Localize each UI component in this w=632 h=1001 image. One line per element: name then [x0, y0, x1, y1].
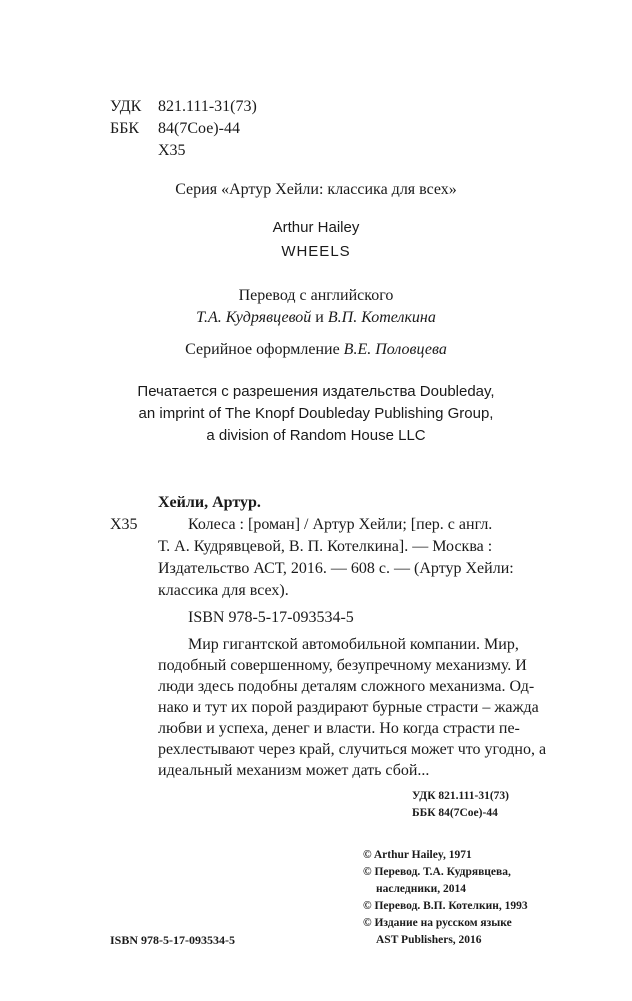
copyright-line-3: наследники, 2014 [376, 883, 466, 895]
copyright-line-4: © Перевод. В.П. Котелкин, 1993 [363, 900, 528, 912]
translator-1: Т.А. Кудрявцевой [196, 309, 312, 326]
permission-line-1: Печатается с разрешения издательства Doubleday, [137, 383, 495, 400]
catalog-line-4: классика для всех). [158, 582, 289, 599]
catalog-heading: Хейли, Артур. [158, 494, 261, 511]
author-mark: Х35 [158, 142, 186, 159]
permission-line-2: an imprint of The Knopf Doubleday Publishing Group, [138, 405, 494, 422]
catalog-line-1: Колеса : [роман] / Артур Хейли; [пер. с англ. [188, 516, 493, 533]
catalog-isbn: ISBN 978-5-17-093534-5 [188, 609, 354, 626]
original-author: Arthur Hailey [272, 219, 360, 236]
annotation-line-4: нако и тут их порой раздирают бурные страсти – жажда [158, 699, 539, 716]
catalog-line-3: Издательство АСТ, 2016. — 608 с. — (Артур Хейли: [158, 560, 514, 577]
translator-2: В.П. Котелкина [327, 309, 436, 326]
bbk-label: ББК [110, 120, 140, 137]
design-line [0, 340, 632, 360]
bbk-small: ББК 84(7Сое)-44 [412, 807, 498, 819]
annotation-line-5: любви и успеха, денег и власти. Но когда страсти пе- [158, 720, 520, 737]
original-title: WHEELS [281, 243, 351, 260]
copyright-line-1: © Arthur Hailey, 1971 [363, 849, 472, 861]
permission-line-3: a division of Random House LLC [206, 427, 426, 444]
isbn-bottom: ISBN 978-5-17-093534-5 [110, 933, 235, 947]
annotation-line-7: идеальный механизм может дать сбой... [158, 762, 430, 779]
catalog-line-2: Т. А. Кудрявцевой, В. П. Котелкина]. — Москва : [158, 538, 493, 555]
udk-label: УДК [110, 98, 142, 115]
bbk-value: 84(7Сое)-44 [158, 120, 240, 137]
copyright-line-6: AST Publishers, 2016 [376, 934, 482, 946]
annotation-line-3: люди здесь подобны деталям сложного механизма. Од- [158, 678, 535, 695]
annotation-line-6: рехлестывают через край, случиться может что угодно, а [158, 741, 547, 758]
copyright-line-5: © Издание на русском языке [363, 917, 512, 929]
design-label: Серийное оформление [185, 341, 340, 358]
translators-line [0, 308, 632, 328]
copyright-line-2: © Перевод. Т.А. Кудрявцева, [363, 866, 511, 878]
udk-value: 821.111-31(73) [158, 98, 257, 115]
annotation-line-1: Мир гигантской автомобильной компании. Мир, [188, 636, 519, 653]
translator-conjunction: и [315, 309, 324, 326]
udk-small: УДК 821.111-31(73) [412, 790, 509, 802]
catalog-mark: Х35 [110, 516, 138, 533]
translation-line: Перевод с английского [238, 287, 394, 304]
designer-name: В.Е. Половцева [343, 341, 447, 358]
annotation-line-2: подобный совершенному, безупречному механизму. И [158, 657, 527, 674]
series-line: Серия «Артур Хейли: классика для всех» [175, 181, 457, 198]
